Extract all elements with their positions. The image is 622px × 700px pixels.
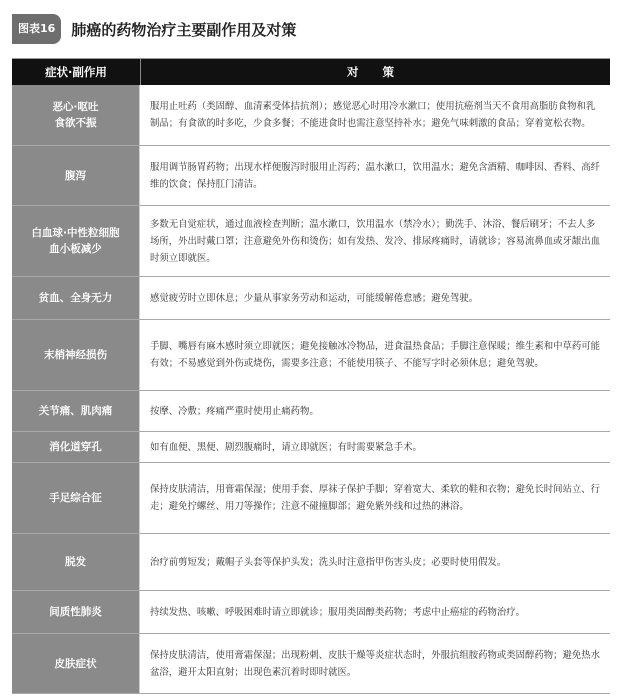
symptom-cell: 白血球·中性粒细胞 血小板减少 xyxy=(12,206,140,276)
measure-cell: 持续发热、咳嗽、呼吸困难时请立即就诊；服用类固醇类药物；考虑中止癌症的药物治疗。 xyxy=(140,591,610,633)
measure-cell: 多数无自觉症状，通过血液检查判断；温水漱口，饮用温水（禁冷水）；勤洗手、沐浴、餐后刷牙；不去人多场所，外出时戴口罩；注意避免外伤和烫伤；如有发热、发冷、排尿疼痛时，请就诊；容易流鼻血或牙龈出血时须立即就医。 xyxy=(140,206,610,276)
table-row xyxy=(12,432,610,463)
table-row xyxy=(12,534,610,591)
symptom-cell: 消化道穿孔 xyxy=(12,432,140,462)
table-header xyxy=(12,59,610,85)
table-row xyxy=(12,277,610,320)
table-row xyxy=(12,463,610,534)
table-row xyxy=(12,591,610,634)
symptom-cell: 脱发 xyxy=(12,534,140,590)
table-row xyxy=(12,391,610,432)
measure-cell: 保持皮肤清洁，使用膏霜保湿；出现粉刺、皮肤干燥等炎症状态时，外服抗组胺药物或类固醇药物；避免热水盆浴，避开太阳直射；出现色素沉着时即时就医。 xyxy=(140,634,610,693)
figure-badge: 图表16 xyxy=(12,14,61,44)
table-row xyxy=(12,634,610,694)
measure-cell: 服用调节肠胃药物；出现水样便腹泻时服用止泻药；温水漱口，饮用温水；避免含酒精、咖啡因、香料、高纤维的饮食；保持肛门清洁。 xyxy=(140,146,610,205)
measure-cell: 手脚、嘴唇有麻木感时须立即就医；避免接触冰冷物品，进食温热食品；手脚注意保暖；维生素和中草药可能有效；不易感觉到外伤或烧伤，需要多注意；不能使用筷子、不能写字时必须休息；避免驾驶。 xyxy=(140,320,610,390)
symptom-cell: 皮肤症状 xyxy=(12,634,140,693)
figure-title-bar xyxy=(12,12,296,46)
symptom-cell: 贫血、全身无力 xyxy=(12,277,140,319)
measure-cell: 感觉疲劳时立即休息；少量从事家务劳动和运动，可能缓解倦怠感；避免驾驶。 xyxy=(140,277,610,319)
figure-title: 肺癌的药物治疗主要副作用及对策 xyxy=(71,20,297,39)
table-row xyxy=(12,320,610,391)
header-symptom: 症状·副作用 xyxy=(12,59,141,85)
measure-cell: 按摩、冷敷；疼痛严重时使用止痛药物。 xyxy=(140,391,610,431)
table-row xyxy=(12,85,610,146)
measure-cell: 保持皮肤清洁，用膏霜保湿；使用手套、厚袜子保护手脚；穿着宽大、柔软的鞋和衣物；避免长时间站立、行走；避免拧螺丝、用刀等操作；注意不碰撞脚部；避免紫外线和过热的淋浴。 xyxy=(140,463,610,533)
symptom-cell: 腹泻 xyxy=(12,146,140,205)
symptom-cell: 末梢神经损伤 xyxy=(12,320,140,390)
symptom-cell: 关节痛、肌肉痛 xyxy=(12,391,140,431)
table-row xyxy=(12,146,610,206)
measure-cell: 服用止吐药（类固醇、血清素受体拮抗剂）；感觉恶心时用冷水漱口；使用抗癌剂当天不食用高脂肪食物和乳制品；有食欲的时多吃，少食多餐；不能进食时也需注意坚持补水；避免气味刺激的食品；穿着宽松衣物。 xyxy=(140,85,610,145)
symptom-cell: 手足综合征 xyxy=(12,463,140,533)
symptom-cell: 间质性肺炎 xyxy=(12,591,140,633)
side-effects-table xyxy=(12,58,610,694)
symptom-cell: 恶心·呕吐 食欲不振 xyxy=(12,85,140,145)
table-row xyxy=(12,206,610,277)
header-measure: 对 策 xyxy=(346,65,404,79)
measure-cell: 如有血便、黑便、剧烈腹痛时，请立即就医；有时需要紧急手术。 xyxy=(140,432,610,462)
measure-cell: 治疗前剪短发；戴帽子头套等保护头发；洗头时注意指甲伤害头皮；必要时使用假发。 xyxy=(140,534,610,590)
